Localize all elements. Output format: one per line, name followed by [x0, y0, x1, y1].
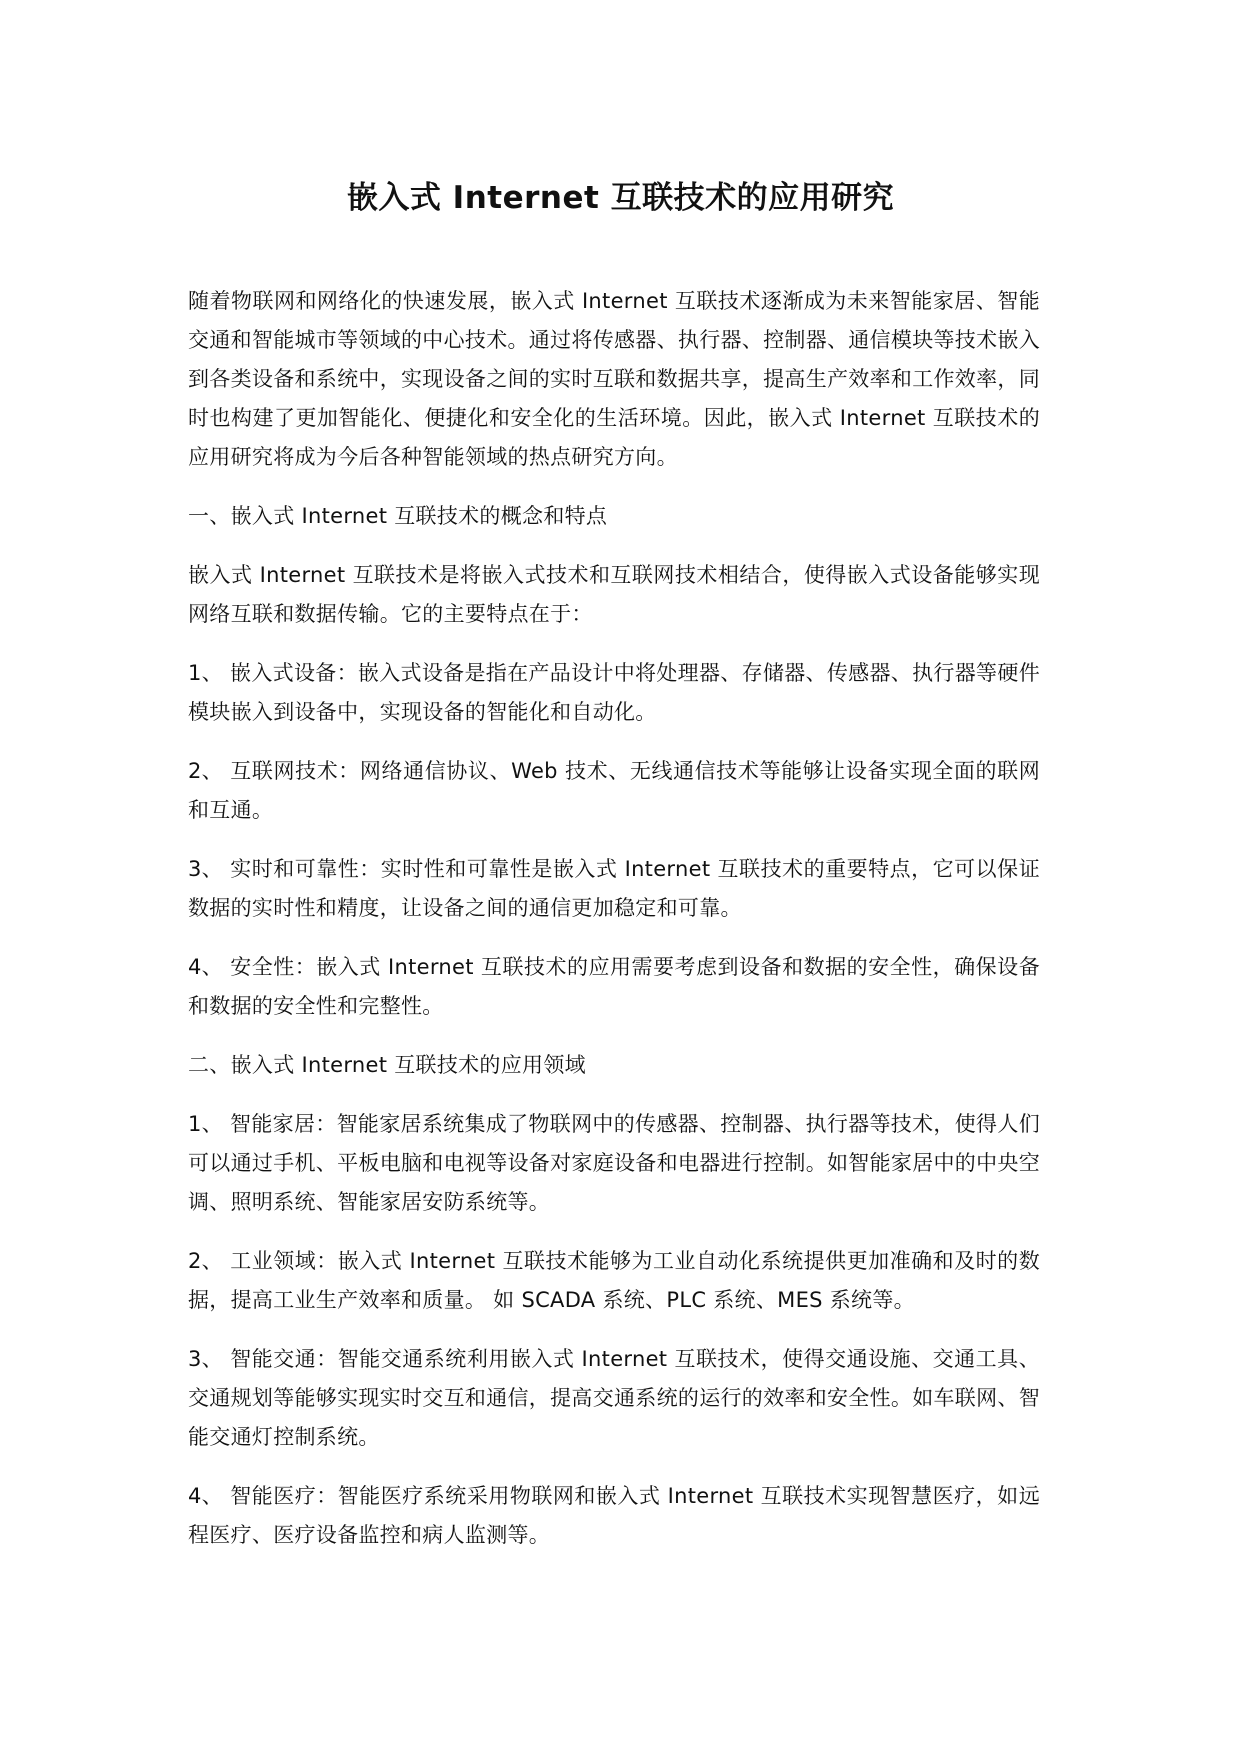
list-item-text: 智能医疗：智能医疗系统采用物联网和嵌入式 Internet 互联技术实现智慧医疗，如远程医疗、医疗设备监控和病人监测等。 — [188, 1484, 1040, 1547]
list-item-text: 互联网技术：网络通信协议、Web 技术、无线通信技术等能够让设备实现全面的联网和互通。 — [188, 759, 1040, 822]
list-item — [188, 1477, 1040, 1555]
document-title: 嵌入式 Internet 互联技术的应用研究 — [346, 180, 895, 216]
list-item-number: 1、 — [188, 661, 223, 685]
list-item-text: 实时和可靠性：实时性和可靠性是嵌入式 Internet 互联技术的重要特点，它可以保证数据的实时性和精度，让设备之间的通信更加稳定和可靠。 — [188, 857, 1040, 920]
list-item-number: 2、 — [188, 759, 223, 783]
section-intro-paragraph: 嵌入式 Internet 互联技术是将嵌入式技术和互联网技术相结合，使得嵌入式设备能够实现网络互联和数据传输。它的主要特点在于： — [188, 563, 1040, 626]
list-item — [188, 948, 1040, 1026]
list-item-text: 安全性：嵌入式 Internet 互联技术的应用需要考虑到设备和数据的安全性，确保设备和数据的安全性和完整性。 — [188, 955, 1040, 1018]
list-item-number: 3、 — [188, 1347, 223, 1371]
list-item — [188, 1105, 1040, 1222]
list-item-text: 工业领域：嵌入式 Internet 互联技术能够为工业自动化系统提供更加准确和及时的数据，提高工业生产效率和质量。 如 SCADA 系统、PLC 系统、MES 系统等。 — [188, 1249, 1040, 1312]
section-heading-concept: 一、嵌入式 Internet 互联技术的概念和特点 — [188, 504, 608, 528]
list-item — [188, 1340, 1040, 1457]
document-body — [188, 282, 1040, 1575]
list-item-text: 嵌入式设备：嵌入式设备是指在产品设计中将处理器、存储器、传感器、执行器等硬件模块嵌入到设备中，实现设备的智能化和自动化。 — [188, 661, 1040, 724]
section-heading-applications: 二、嵌入式 Internet 互联技术的应用领域 — [188, 1053, 586, 1077]
list-item — [188, 1242, 1040, 1320]
list-item — [188, 654, 1040, 732]
list-item — [188, 850, 1040, 928]
list-item — [188, 752, 1040, 830]
list-item-text: 智能交通：智能交通系统利用嵌入式 Internet 互联技术，使得交通设施、交通工具、交通规划等能够实现实时交互和通信，提高交通系统的运行的效率和安全性。如车联网、智能交通灯控制系统。 — [188, 1347, 1040, 1449]
list-item-number: 2、 — [188, 1249, 223, 1273]
list-item-number: 4、 — [188, 955, 223, 979]
list-item-text: 智能家居：智能家居系统集成了物联网中的传感器、控制器、执行器等技术，使得人们可以通过手机、平板电脑和电视等设备对家庭设备和电器进行控制。如智能家居中的中央空调、照明系统、智能家居安防系统等。 — [188, 1112, 1040, 1214]
list-item-number: 1、 — [188, 1112, 223, 1136]
intro-paragraph: 随着物联网和网络化的快速发展，嵌入式 Internet 互联技术逐渐成为未来智能家居、智能交通和智能城市等领域的中心技术。通过将传感器、执行器、控制器、通信模块等技术嵌入到各类设备和系统中，实现设备之间的实时互联和数据共享，提高生产效率和工作效率，同时也构建了更加智能化、便捷化和安全化的生活环境。因此，嵌入式 Internet 互联技术的应用研究将成为今后各种智能领域的热点研究方向。 — [188, 289, 1040, 469]
list-item-number: 4、 — [188, 1484, 223, 1508]
list-item-number: 3、 — [188, 857, 223, 881]
